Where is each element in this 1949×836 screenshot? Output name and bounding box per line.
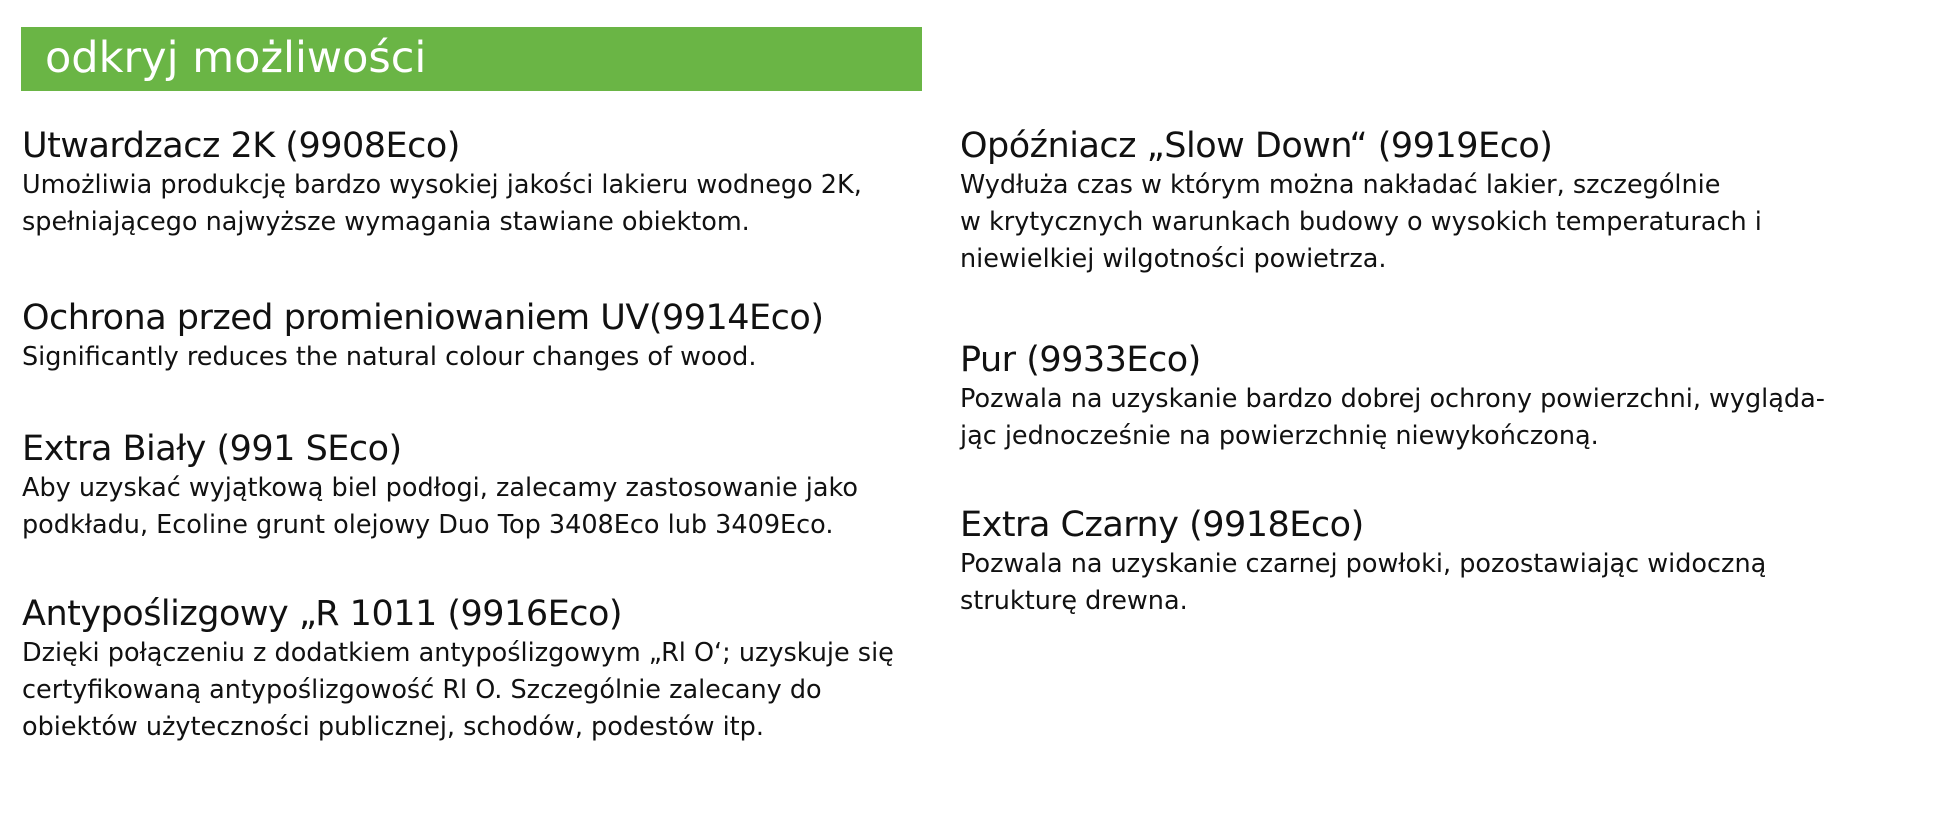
description-line: certyfikowaną antypoślizgowość Rl O. Szczególnie zalecany do xyxy=(22,675,822,705)
section-title: Extra Biały (991 SEco) xyxy=(22,429,402,469)
feature-section-uv-protection xyxy=(22,297,927,376)
description-line: Significantly reduces the natural colour changes of wood. xyxy=(22,342,757,372)
section-title: Pur (9933Eco) xyxy=(960,340,1201,380)
feature-section-anti-slip xyxy=(22,593,927,746)
feature-section-pur xyxy=(960,339,1875,455)
description-line: niewielkiej wilgotności powietrza. xyxy=(960,244,1387,274)
section-description xyxy=(22,339,927,376)
section-description xyxy=(960,167,1875,278)
feature-section-hardener xyxy=(22,125,927,241)
section-description xyxy=(960,546,1875,620)
description-line: Wydłuża czas w którym można nakładać lakier, szczególnie xyxy=(960,170,1721,200)
left-column xyxy=(22,0,927,836)
section-title: Ochrona przed promieniowaniem UV(9914Eco) xyxy=(22,298,824,338)
section-title: Antypoślizgowy „R 1011 (9916Eco) xyxy=(22,594,623,634)
description-line: jąc jednocześnie na powierzchnię niewykończoną. xyxy=(960,421,1599,451)
description-line: Umożliwia produkcję bardzo wysokiej jakości lakieru wodnego 2K, xyxy=(22,170,862,200)
feature-section-extra-black xyxy=(960,504,1875,620)
description-line: obiektów użyteczności publicznej, schodów, podestów itp. xyxy=(22,712,764,742)
description-line: Aby uzyskać wyjątkową biel podłogi, zalecamy zastosowanie jako xyxy=(22,473,858,503)
description-line: Pozwala na uzyskanie czarnej powłoki, pozostawiając widoczną xyxy=(960,549,1767,579)
banner-title: odkryj możliwości xyxy=(45,33,427,83)
section-title: Utwardzacz 2K (9908Eco) xyxy=(22,126,460,166)
feature-section-extra-white xyxy=(22,428,927,544)
description-line: Pozwala na uzyskanie bardzo dobrej ochrony powierzchni, wygląda- xyxy=(960,384,1825,414)
section-description xyxy=(22,635,927,746)
section-title: Opóźniacz „Slow Down“ (9919Eco) xyxy=(960,126,1553,166)
description-line: Dzięki połączeniu z dodatkiem antypoślizgowym „Rl O‘; uzyskuje się xyxy=(22,638,894,668)
feature-section-slow-down xyxy=(960,125,1875,278)
description-line: w krytycznych warunkach budowy o wysokich temperaturach i xyxy=(960,207,1762,237)
section-description xyxy=(960,381,1875,455)
description-line: spełniającego najwyższe wymagania stawiane obiektom. xyxy=(22,207,750,237)
description-line: strukturę drewna. xyxy=(960,586,1188,616)
section-description xyxy=(22,470,927,544)
description-line: podkładu, Ecoline grunt olejowy Duo Top 3408Eco lub 3409Eco. xyxy=(22,510,834,540)
section-description xyxy=(22,167,927,241)
section-title: Extra Czarny (9918Eco) xyxy=(960,505,1364,545)
right-column xyxy=(960,0,1875,836)
